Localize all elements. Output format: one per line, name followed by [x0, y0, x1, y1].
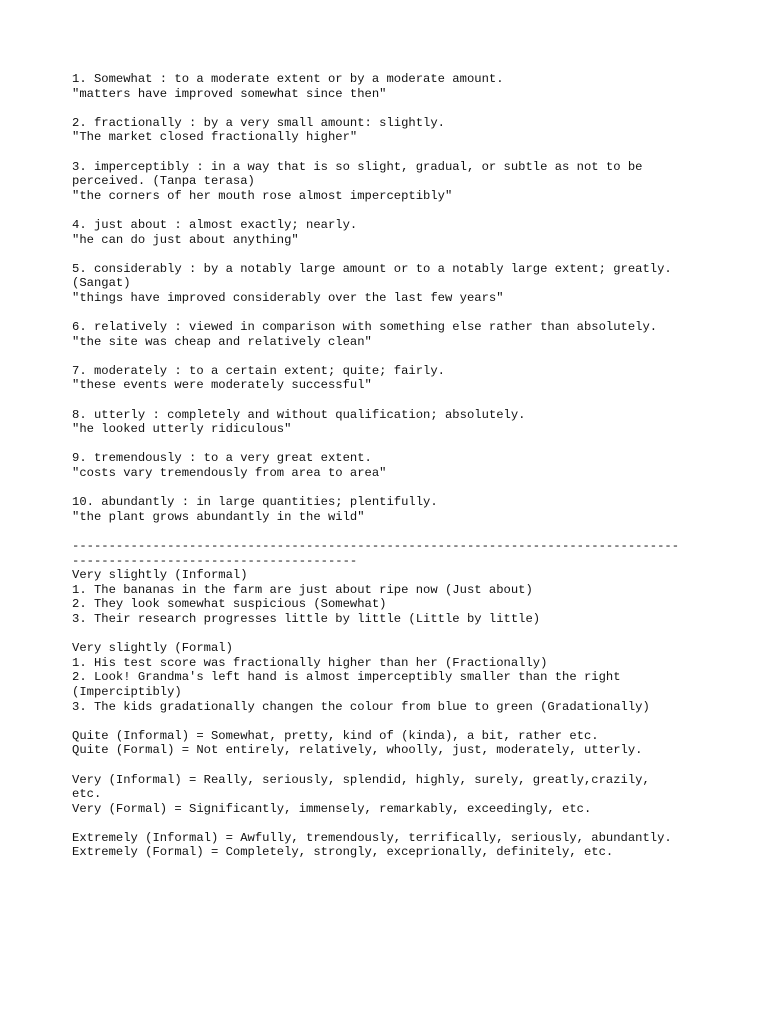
definition-term: 9. tremendously : to a very great extent.: [72, 451, 372, 466]
extremely-formal: Extremely (Formal) = Completely, strongly, exceprionally, definitely, etc.: [72, 845, 614, 860]
section-heading: Very slightly (Informal): [72, 568, 248, 583]
very-formal: Very (Formal) = Significantly, immensely, remarkably, exceedingly, etc.: [72, 801, 592, 816]
definition-term: 2. fractionally : by a very small amount: slightly.: [72, 115, 445, 130]
definition-2: [72, 116, 712, 145]
definition-example: "the site was cheap and relatively clean": [72, 334, 372, 349]
very-informal-continued: etc.: [72, 787, 102, 802]
definition-10: [72, 495, 712, 524]
definition-term-continued: perceived. (Tanpa terasa): [72, 174, 255, 189]
definition-6: [72, 320, 712, 349]
list-item: 3. Their research progresses little by little (Little by little): [72, 611, 541, 626]
definition-example: "he looked utterly ridiculous": [72, 422, 292, 437]
definition-8: [72, 408, 712, 437]
definition-example: "the corners of her mouth rose almost imperceptibly": [72, 188, 453, 203]
list-item: (Imperciptibly): [72, 684, 182, 699]
list-item: 1. His test score was fractionally higher than her (Fractionally): [72, 655, 548, 670]
definition-3: [72, 160, 712, 204]
definition-term: 3. imperceptibly : in a way that is so slight, gradual, or subtle as not to be: [72, 159, 643, 174]
very-slightly-informal-section: [72, 568, 712, 626]
list-item: 1. The bananas in the farm are just about ripe now (Just about): [72, 582, 533, 597]
section-heading: Very slightly (Formal): [72, 641, 233, 656]
definition-term: 7. moderately : to a certain extent; quite; fairly.: [72, 363, 445, 378]
definition-example: "matters have improved somewhat since then": [72, 86, 387, 101]
definition-term: 6. relatively : viewed in comparison with something else rather than absolutely.: [72, 320, 658, 335]
list-item: 2. Look! Grandma's left hand is almost imperceptibly smaller than the right: [72, 670, 621, 685]
definition-example: "he can do just about anything": [72, 232, 299, 247]
definition-example: "these events were moderately successful": [72, 378, 372, 393]
definition-4: [72, 218, 712, 247]
separator-line: ---------------------------------------: [72, 553, 358, 568]
definition-example: "the plant grows abundantly in the wild": [72, 509, 365, 524]
quite-informal: Quite (Informal) = Somewhat, pretty, kind of (kinda), a bit, rather etc.: [72, 728, 599, 743]
quite-section: [72, 729, 712, 758]
separator-line: -----------------------------------------------------------------------------------: [72, 539, 680, 553]
very-informal: Very (Informal) = Really, seriously, splendid, highly, surely, greatly,crazily,: [72, 772, 650, 787]
list-item: 3. The kids gradationally changen the colour from blue to green (Gradationally): [72, 699, 650, 714]
very-slightly-formal-section: [72, 641, 712, 714]
separator: [72, 539, 712, 568]
document-body: [72, 72, 712, 875]
definition-term: 10. abundantly : in large quantities; plentifully.: [72, 495, 438, 510]
very-section: [72, 773, 712, 817]
definition-example: "The market closed fractionally higher": [72, 130, 358, 145]
list-item: 2. They look somewhat suspicious (Somewhat): [72, 597, 387, 612]
definition-term: 8. utterly : completely and without qualification; absolutely.: [72, 407, 526, 422]
definition-example: "costs vary tremendously from area to area": [72, 466, 387, 481]
extremely-section: [72, 831, 712, 860]
definition-7: [72, 364, 712, 393]
definition-term-continued: (Sangat): [72, 276, 131, 291]
definition-1: [72, 72, 712, 101]
definition-term: 4. just about : almost exactly; nearly.: [72, 217, 358, 232]
definition-term: 1. Somewhat : to a moderate extent or by a moderate amount.: [72, 72, 504, 86]
definition-5: [72, 262, 712, 306]
extremely-informal: Extremely (Informal) = Awfully, tremendously, terrifically, seriously, abundantly.: [72, 830, 672, 845]
definition-term: 5. considerably : by a notably large amount or to a notably large extent; greatly.: [72, 261, 672, 276]
definition-example: "things have improved considerably over the last few years": [72, 290, 504, 305]
quite-formal: Quite (Formal) = Not entirely, relatively, whoolly, just, moderately, utterly.: [72, 743, 643, 758]
definition-9: [72, 451, 712, 480]
